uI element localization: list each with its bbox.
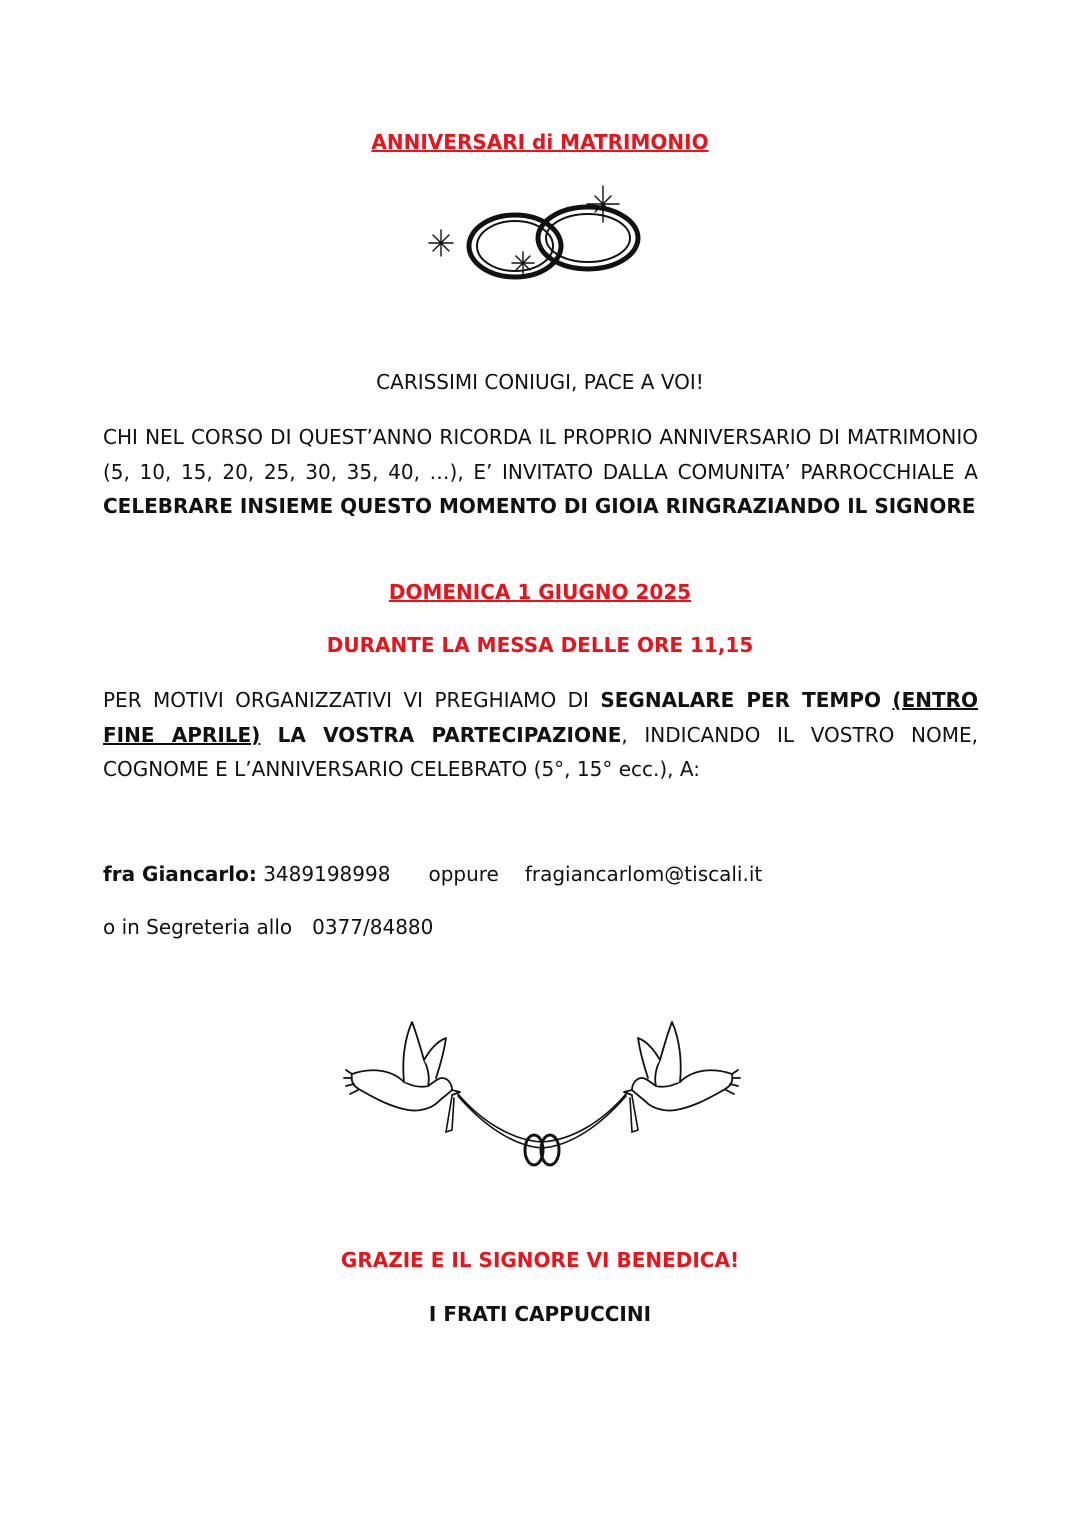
contact-line bbox=[103, 862, 762, 886]
wedding-rings-icon bbox=[425, 182, 665, 292]
event-date: DOMENICA 1 GIUGNO 2025 bbox=[388, 580, 692, 604]
contact-or: oppure bbox=[428, 862, 499, 886]
intro-paragraph bbox=[103, 420, 978, 524]
request-text-2: , INDICANDO IL VOSTRO NOME, COGNOME E L’ANNIVERSARIO CELEBRATO (5°, 15° ecc.), A: bbox=[103, 722, 978, 781]
event-time: DURANTE LA MESSA DELLE ORE 11,15 bbox=[326, 633, 754, 657]
office-line bbox=[103, 915, 433, 939]
contact-name: fra Giancarlo bbox=[103, 862, 249, 886]
doves-with-rings-icon bbox=[342, 1012, 742, 1172]
request-paragraph bbox=[103, 683, 978, 787]
contact-email[interactable]: fragiancarlom@tiscali.it bbox=[524, 862, 763, 886]
closing-blessing: GRAZIE E IL SIGNORE VI BENEDICA! bbox=[340, 1248, 740, 1272]
greeting-line: CARISSIMI CONIUGI, PACE A VOI! bbox=[376, 370, 704, 394]
request-text: PER MOTIVI ORGANIZZATIVI VI PREGHIAMO DI bbox=[103, 688, 601, 712]
page-title: ANNIVERSARI di MATRIMONIO bbox=[371, 130, 709, 154]
intro-bold-text: CELEBRARE INSIEME QUESTO MOMENTO DI GIOIA RINGRAZIANDO IL SIGNORE bbox=[103, 494, 976, 518]
request-deadline: (ENTRO FINE APRILE) bbox=[103, 688, 979, 747]
contact-phone[interactable]: 3489198998 bbox=[263, 862, 391, 886]
signature: I FRATI CAPPUCCINI bbox=[428, 1302, 652, 1326]
office-phone[interactable]: 0377/84880 bbox=[312, 915, 434, 939]
intro-text: CHI NEL CORSO DI QUEST’ANNO RICORDA IL PROPRIO ANNIVERSARIO DI MATRIMONIO (5, 10, 15, 20, 25, 30, 35, 40, …), E’ INVITATO DALLA COMUNITA’ PARROCCHIALE A bbox=[103, 425, 978, 484]
contact-colon: : bbox=[248, 862, 257, 886]
request-bold-text-2: LA VOSTRA PARTECIPAZIONE bbox=[260, 722, 622, 747]
request-bold-text: SEGNALARE PER TEMPO bbox=[600, 688, 881, 712]
office-label: o in Segreteria allo bbox=[103, 915, 293, 939]
